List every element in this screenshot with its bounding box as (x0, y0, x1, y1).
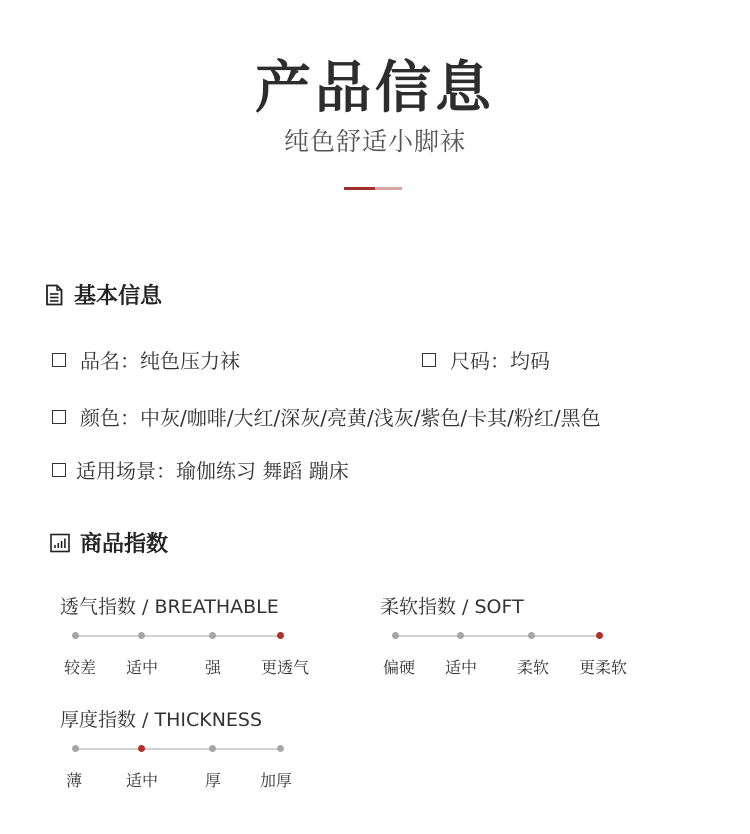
size-label: 尺码： (450, 349, 510, 373)
title-divider (344, 187, 402, 190)
page-subtitle: 纯色舒适小脚袜 (283, 127, 466, 156)
breathable-track (75, 635, 281, 637)
thickness-dot-3 (209, 745, 216, 752)
soft-tick-4: 更柔软 (578, 658, 627, 677)
basic-info-heading (44, 279, 162, 310)
thickness-dot-4 (277, 745, 284, 752)
product-index-heading (50, 527, 168, 558)
size-row (422, 345, 550, 374)
breathable-dot-4 (277, 632, 284, 639)
breathable-dot-3 (209, 632, 216, 639)
checkbox-icon (52, 463, 66, 477)
soft-track (395, 635, 601, 637)
soft-dot-4 (596, 632, 603, 639)
product-index-heading-text: 商品指数 (80, 532, 169, 557)
basic-info-heading-text: 基本信息 (74, 284, 163, 309)
breathable-tick-1: 较差 (63, 658, 96, 677)
breathable-title: 透气指数 / BREATHABLE (60, 596, 279, 618)
divider-light-segment (375, 187, 402, 190)
product-name-row (52, 345, 240, 374)
soft-tick-2: 适中 (444, 658, 477, 677)
soft-title: 柔软指数 / SOFT (380, 596, 524, 618)
soft-dot-2 (457, 632, 464, 639)
divider-dark-segment (344, 187, 375, 190)
bar-chart-icon (50, 533, 70, 553)
page-title: 产品信息 (255, 56, 495, 121)
colors-label: 颜色： (80, 406, 140, 430)
soft-dot-1 (392, 632, 399, 639)
document-icon (44, 284, 64, 306)
breathable-dot-1 (72, 632, 79, 639)
breathable-tick-2: 适中 (125, 658, 158, 677)
usage-label: 适用场景： (76, 459, 176, 483)
soft-dot-3 (528, 632, 535, 639)
thickness-track (75, 748, 281, 750)
thickness-tick-4: 加厚 (259, 771, 292, 790)
thickness-title: 厚度指数 / THICKNESS (60, 709, 263, 731)
checkbox-icon (52, 353, 66, 367)
product-name-label: 品名： (80, 349, 140, 373)
thickness-tick-1: 薄 (65, 771, 82, 790)
breathable-dot-2 (138, 632, 145, 639)
size-value: 均码 (510, 349, 550, 373)
colors-row (52, 402, 601, 431)
soft-tick-3: 柔软 (516, 658, 549, 677)
colors-value: 中灰/咖啡/大红/深灰/亮黄/浅灰/紫色/卡其/粉红/黑色 (140, 406, 601, 430)
breathable-tick-4: 更透气 (260, 658, 309, 677)
usage-row (52, 455, 349, 484)
soft-tick-1: 偏硬 (382, 658, 415, 677)
thickness-tick-2: 适中 (125, 771, 158, 790)
breathable-tick-3: 强 (204, 658, 221, 677)
checkbox-icon (422, 353, 436, 367)
thickness-dot-1 (72, 745, 79, 752)
thickness-dot-2 (138, 745, 145, 752)
usage-value: 瑜伽练习 舞蹈 蹦床 (176, 459, 349, 483)
checkbox-icon (52, 410, 66, 424)
thickness-tick-3: 厚 (204, 771, 221, 790)
product-name-value: 纯色压力袜 (140, 349, 240, 373)
